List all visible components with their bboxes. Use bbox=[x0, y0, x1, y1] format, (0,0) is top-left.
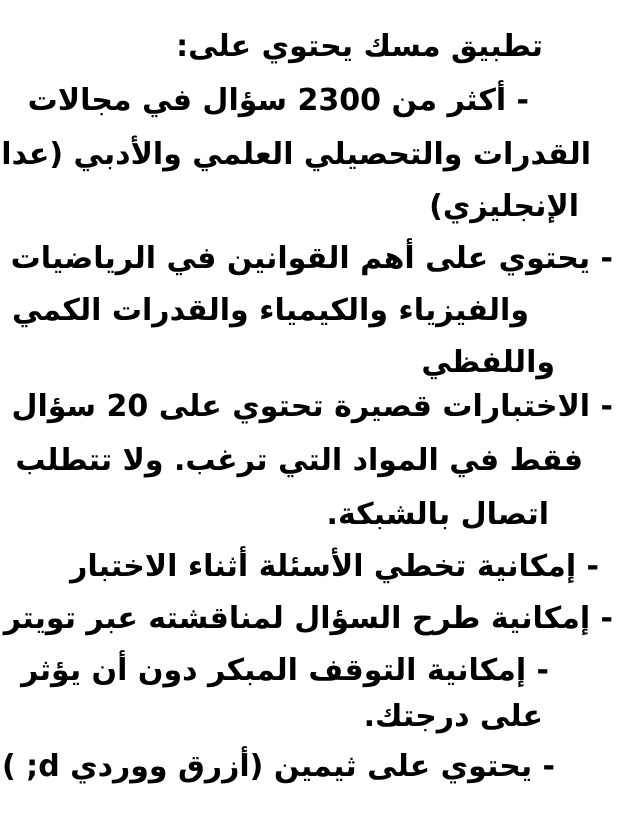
text-line: واللفظي bbox=[421, 345, 555, 380]
text-line: الإنجليزي) bbox=[429, 189, 579, 224]
text-line: فقط في المواد التي ترغب. ولا تتطلب bbox=[15, 443, 583, 478]
text-line: - إمكانية تخطي الأسئلة أثناء الاختبار bbox=[70, 549, 599, 584]
text-line: - يحتوي على ثيمين (أزرق ووردي d; ) bbox=[2, 749, 555, 784]
text-line: - إمكانية التوقف المبكر دون أن يؤثر bbox=[21, 653, 549, 688]
text-line-heading: تطبيق مسك يحتوي على: bbox=[176, 29, 543, 64]
text-line: القدرات والتحصيلي العلمي والأدبي (عدا bbox=[1, 137, 591, 172]
text-line: - يحتوي على أهم القوانين في الرياضيات bbox=[10, 241, 613, 276]
text-line: - أكثر من 2300 سؤال في مجالات bbox=[27, 83, 529, 118]
text-line: - الاختبارات قصيرة تحتوي على 20 سؤال bbox=[11, 389, 613, 424]
text-line: - إمكانية طرح السؤال لمناقشته عبر تويتر bbox=[3, 601, 613, 636]
text-line: على درجتك. bbox=[363, 699, 543, 734]
text-line: والفيزياء والكيمياء والقدرات الكمي bbox=[11, 293, 529, 328]
text-line: اتصال بالشبكة. bbox=[326, 497, 549, 532]
